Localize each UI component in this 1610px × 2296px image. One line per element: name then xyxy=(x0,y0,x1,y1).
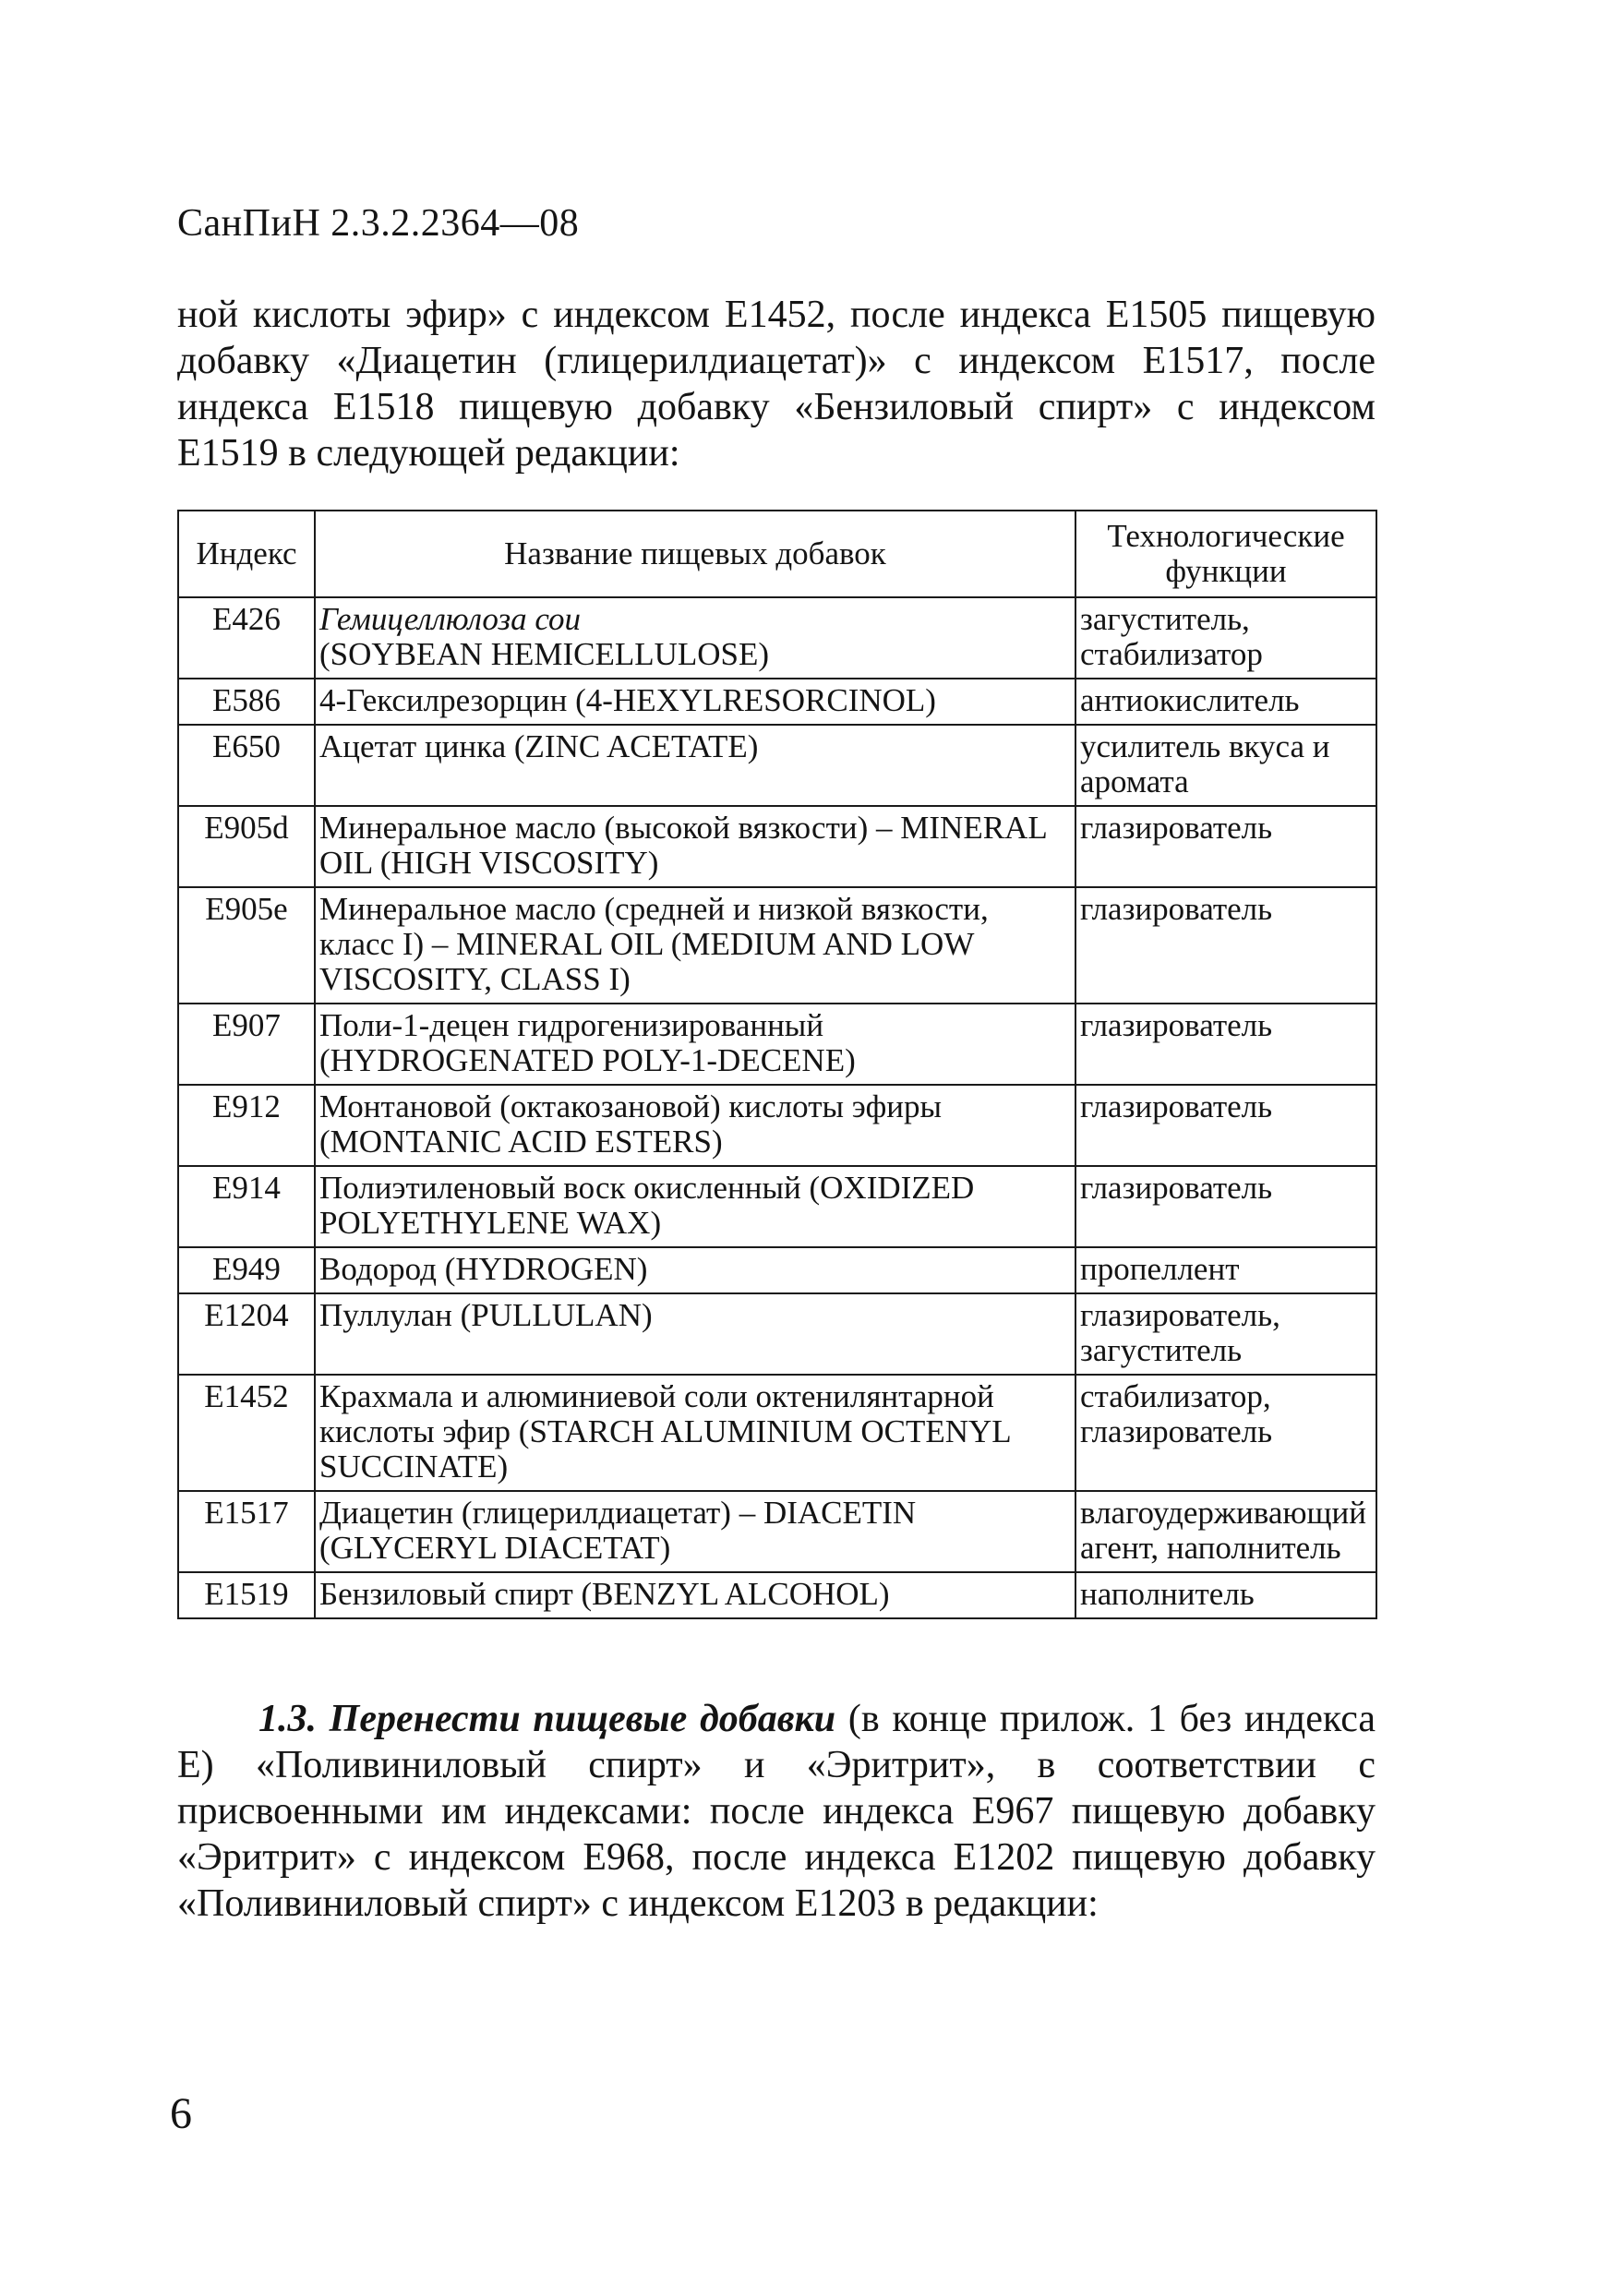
additive-index: Е907 xyxy=(178,1004,315,1085)
additive-function: усилитель вкуса и аромата xyxy=(1075,725,1376,806)
additive-index: Е1452 xyxy=(178,1375,315,1491)
additive-function: глазирователь xyxy=(1075,887,1376,1004)
additive-index: Е949 xyxy=(178,1247,315,1293)
additive-name: Полиэтиленовый воск окисленный (OXIDIZED POLYETHYLENE WAX) xyxy=(315,1166,1075,1247)
additive-index: Е1517 xyxy=(178,1491,315,1572)
column-header-function: Технологические функции xyxy=(1075,511,1376,597)
table-row xyxy=(178,1085,1376,1166)
additive-index: Е905е xyxy=(178,887,315,1004)
section-1-3-text: (в конце прилож. 1 без индекса Е) «Поливиниловый спирт» и «Эритрит», в соответствии с присвоенными им индексами: после индекса Е967 пищевую добавку «Эритрит» с индексом Е968, после индекса Е1202 пищевую добавку «Поливиниловый спирт» с индексом Е1203 в редакции: xyxy=(177,1698,1376,1925)
table-row xyxy=(178,887,1376,1004)
column-header-index: Индекс xyxy=(178,511,315,597)
additive-name: Минеральное масло (высокой вязкости) – MINERAL OIL (HIGH VISCOSITY) xyxy=(315,806,1075,887)
additive-index: Е650 xyxy=(178,725,315,806)
additive-name-en: (SOYBEAN HEMICELLULOSE) xyxy=(319,636,770,672)
table-row xyxy=(178,1247,1376,1293)
additive-function: глазирователь xyxy=(1075,806,1376,887)
additive-name: Диацетин (глицерилдиацетат) – DIACETIN (GLYCERYL DIACETAT) xyxy=(315,1491,1075,1572)
table-row xyxy=(178,1166,1376,1247)
table-row xyxy=(178,1572,1376,1618)
additive-name: Поли-1-децен гидрогенизированный (HYDROGENATED POLY-1-DECENE) xyxy=(315,1004,1075,1085)
additive-name: Пуллулан (PULLULAN) xyxy=(315,1293,1075,1375)
additive-name: Водород (HYDROGEN) xyxy=(315,1247,1075,1293)
additive-index: Е905d xyxy=(178,806,315,887)
additive-index: Е914 xyxy=(178,1166,315,1247)
table-header-row xyxy=(178,511,1376,597)
additive-index: Е586 xyxy=(178,679,315,725)
additive-function: глазирователь xyxy=(1075,1085,1376,1166)
additive-function: глазирователь, загуститель xyxy=(1075,1293,1376,1375)
table-row xyxy=(178,679,1376,725)
additive-name: Монтановой (октакозановой) кислоты эфиры (MONTANIC ACID ESTERS) xyxy=(315,1085,1075,1166)
table-row xyxy=(178,1004,1376,1085)
additive-name: Минеральное масло (средней и низкой вязкости, класс I) – MINERAL OIL (MEDIUM AND LOW VISCOSITY, CLASS I) xyxy=(315,887,1075,1004)
additive-function: влагоудерживающий агент, наполнитель xyxy=(1075,1491,1376,1572)
additive-name: Бензиловый спирт (BENZYL ALCOHOL) xyxy=(315,1572,1075,1618)
additive-function: глазирователь xyxy=(1075,1166,1376,1247)
table-row xyxy=(178,806,1376,887)
additive-function: загуститель, стабилизатор xyxy=(1075,597,1376,679)
document-code: СанПиН 2.3.2.2364—08 xyxy=(177,202,580,245)
additive-function: глазирователь xyxy=(1075,1004,1376,1085)
additive-name: 4-Гексилрезорцин (4-HEXYLRESORCINOL) xyxy=(315,679,1075,725)
food-additives-table xyxy=(177,510,1377,1619)
additive-name: Крахмала и алюминиевой соли октенилянтарной кислоты эфир (STARCH ALUMINIUM OCTENYL SUCCINATE) xyxy=(315,1375,1075,1491)
additive-name-ru: Гемицеллюлоза сои xyxy=(319,601,582,637)
table-row xyxy=(178,1293,1376,1375)
intro-paragraph: ной кислоты эфир» с индексом Е1452, после индекса Е1505 пищевую добавку «Диацетин (глицерилдиацетат)» с индексом Е1517, после индекса Е1518 пищевую добавку «Бензиловый спирт» с индексом Е1519 в следующей редакции: xyxy=(177,294,1376,475)
additive-name xyxy=(315,597,1075,679)
section-1-3-lead: 1.3. Перенести пищевые добавки xyxy=(258,1698,836,1740)
column-header-name: Название пищевых добавок xyxy=(315,511,1075,597)
additive-index: Е1519 xyxy=(178,1572,315,1618)
additive-index: Е912 xyxy=(178,1085,315,1166)
additive-function: пропеллент xyxy=(1075,1247,1376,1293)
table-row xyxy=(178,1491,1376,1572)
additive-index: Е1204 xyxy=(178,1293,315,1375)
table-row xyxy=(178,597,1376,679)
table-row xyxy=(178,1375,1376,1491)
additive-function: стабилизатор, глазирователь xyxy=(1075,1375,1376,1491)
additive-index: Е426 xyxy=(178,597,315,679)
table-row xyxy=(178,725,1376,806)
additive-function: наполнитель xyxy=(1075,1572,1376,1618)
section-1-3-paragraph xyxy=(177,1696,1376,1927)
page-number: 6 xyxy=(170,2089,192,2138)
additive-name: Ацетат цинка (ZINC ACETATE) xyxy=(315,725,1075,806)
additive-function: антиокислитель xyxy=(1075,679,1376,725)
